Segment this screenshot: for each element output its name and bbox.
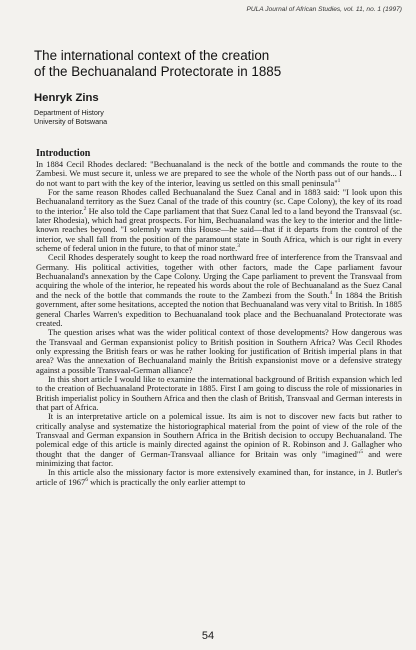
footnote-marker: 2 [83, 205, 87, 212]
section-heading: Introduction [36, 148, 91, 159]
title-line-2: of the Bechuanaland Protectorate in 1885 [34, 64, 282, 79]
footnote-marker: 1 [337, 177, 341, 184]
paragraph: In 1884 Cecil Rhodes declared: "Bechuanaland is the neck of the bottle and commands the route to the Zambesi. We must secure it, unless we are prepared to see the whole of the North pass out of our hands... I do not want to part with the key of the interior, leaving us settled on this small peninsula"$^1$ [36, 159, 402, 188]
journal-header: PULA Journal of African Studies, vol. 11, no. 1 (1997) [246, 6, 402, 13]
author-name: Henryk Zins [34, 92, 99, 104]
title-line-1: The international context of the creation [34, 48, 270, 63]
paragraph: Cecil Rhodes desperately sought to keep the road northward free of interference from the Transvaal and Germany. His political activities, together with other factors, made the Cape parliament favour Bechuanaland's annexation by the Cape Colony. Urging the Cape parliament to prevent the Transvaal from acquiring the whole of the interior, he repeated his words about the role of Bechuanaland as the Suez Canal and the neck of the bottle that commands the route to the Zambezi from the South.$^4$ In 1884 the British government, after some hesitations, accepted the notion that Bechuanaland was very vital to British. In 1885 general Charles Warren's expedition to Bechuanaland took place and the Bechuanaland Protectorate was created. [36, 252, 403, 328]
paragraph: It is an interpretative article on a polemical issue. Its aim is not to discover new facts but rather to critically analyse and systematize the historiographical material from the point of view of the role of the Transvaal and German expansion in Southern Africa in the British decision to occupy Bechuanaland. The polemical edge of this article is mainly directed against the opinion of R. Robinson and J. Gallagher who thought that the danger of German-Transvaal alliance for Britain was only "imagined"$^5$ and were minimizing that factor. [36, 411, 403, 468]
footnote-marker: 6 [85, 476, 88, 483]
article-body [36, 160, 402, 487]
article-title [34, 48, 394, 80]
paragraph: In this short article I would like to examine the international background of British expansion which led to the creation of Bechuanaland Protectorate in 1885. First I am going to discuss the role of missionaries in British imperialist policy in Southern Africa and then the clash of British, Transvaal and German interests in that part of Africa. [36, 373, 402, 412]
affiliation-department: Department of History [34, 108, 104, 117]
page-number: 54 [201, 630, 215, 642]
footnote-marker: 3 [237, 243, 241, 250]
footnote-marker: 5 [360, 448, 364, 455]
paragraph: In this article also the missionary factor is more extensively examined than, for instance, in J. Butler's article of 1967$^6$ which is practically the only earlier attempt to [36, 467, 402, 487]
paragraph: For the same reason Rhodes called Bechuanaland the Suez Canal and in 1883 said: "I look upon this Bechuanaland territory as the Suez Canal of the trade of this country (sc. Cape Colony), the key of its road to the interior.$^2$ He also told the Cape parliament that that Suez Canal led to a land beyond the Transvaal (sc. later Rhodesia), which had great prospects. For him, Bechuanaland was the key to the interior and the little-known reaches beyond. "I solemnly warn this House—he said—that if it departs from the control of the interior, we shall fall from the position of the paramount state in South Africa, which is our right in every scheme of federal union in the future, to that of minor state.$^3$ [36, 187, 402, 254]
footnote-marker: 4 [329, 290, 333, 296]
paragraph: The question arises what was the wider political context of those developments? How dangerous was the Transvaal and German expansionist policy to British position in Southern Africa? Was Cecil Rhodes only expressing the British fears or was he rather looking for justification of British imperial plans in that area? Was the annexation of Bechuanaland mainly the British expansionist move or a defensive strategy against a possible Transvaal-German alliance? [36, 327, 402, 375]
affiliation-university: University of Botswana [34, 117, 108, 126]
